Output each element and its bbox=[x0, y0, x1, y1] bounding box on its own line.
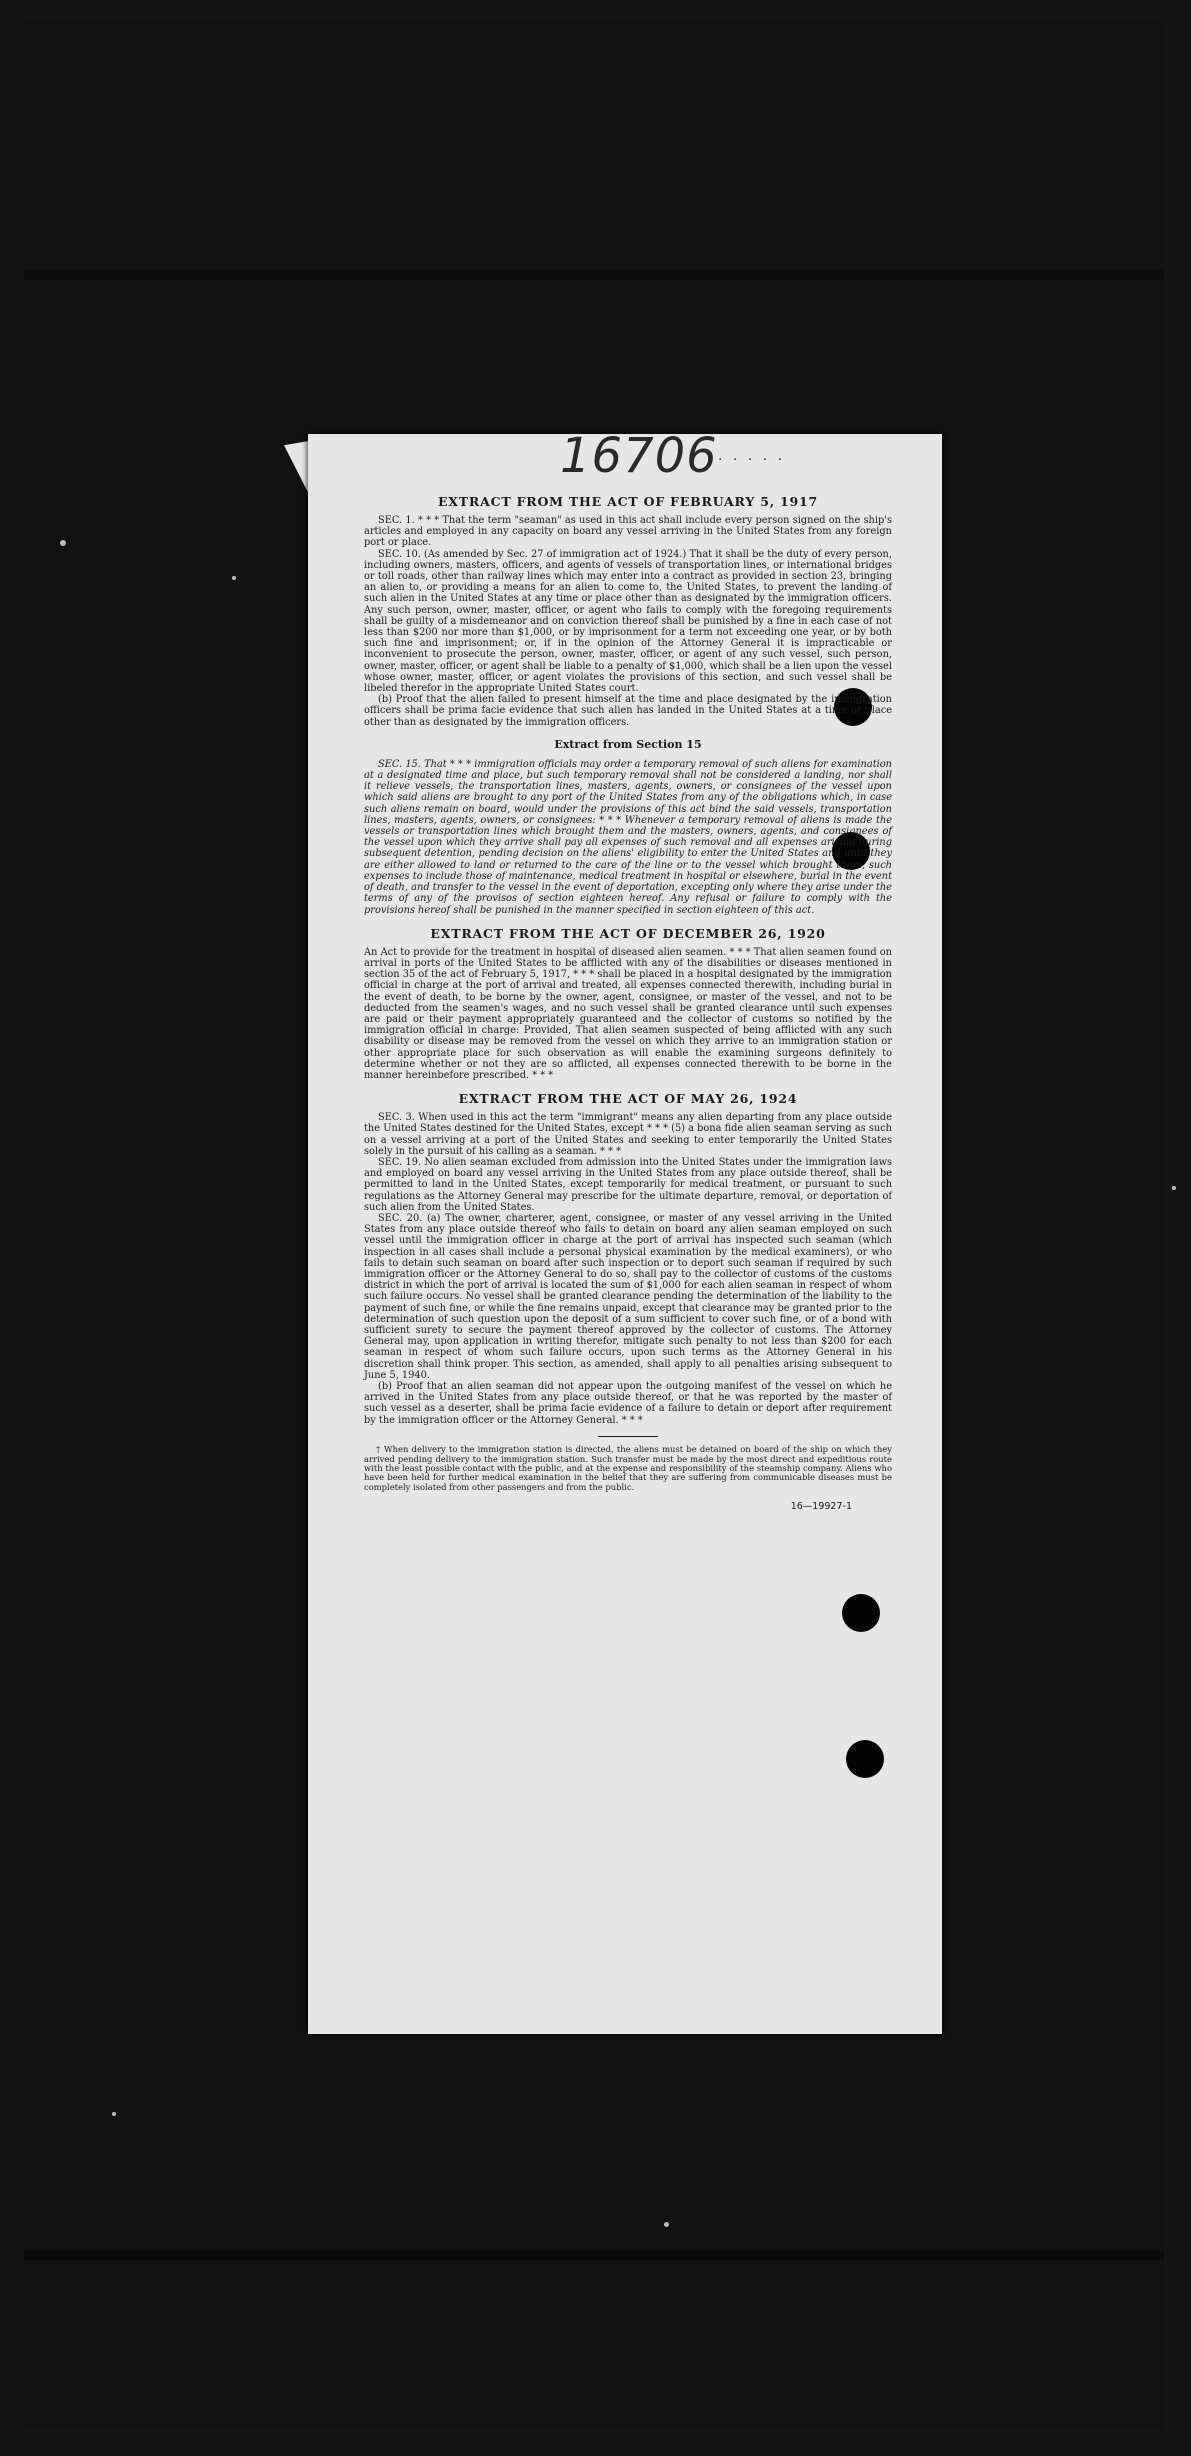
heading-act-1917: EXTRACT FROM THE ACT OF FEBRUARY 5, 1917 bbox=[437, 494, 818, 509]
heading-section-15: Extract from Section 15 bbox=[554, 737, 702, 751]
footnote-rule bbox=[598, 1436, 658, 1437]
dust-speck bbox=[60, 540, 66, 546]
dust-speck bbox=[112, 2112, 116, 2116]
film-band bbox=[24, 2250, 1164, 2260]
act-1920-text: An Act to provide for the treatment in hospital of diseased alien seamen. * * * That alien seamen found on arrival in ports of the United States to be afflicted with any of the disabilities or diseases mentioned in section 35 of the act of February 5, 1917, * * * shall be placed in a hospital designated by the immigration official in charge at the port of arrival and treated, all expenses connected therewith, including burial in the event of death, to be borne by the owner, agent, consignee, or master of the vessel, and not to be deducted from the seamen's wages, and no such vessel shall be granted clearance until such expenses are paid or their payment appropriately guaranteed and the collector of customs so notified by the immigration official in charge: Provided, That alien seamen suspected of being afflicted with any such disability or disease may be removed from the vessel on which they arrive to an immigration station or other appropriate place for such observation as will enable the examining surgeons definitely to determine whether or not they are so afflicted, all expenses connected therewith to be borne in the manner hereinbefore prescribed. * * * bbox=[364, 946, 892, 1081]
heading-act-1924: EXTRACT FROM THE ACT OF MAY 26, 1924 bbox=[458, 1091, 798, 1107]
section-20b: (b) Proof that an alien seaman did not appear upon the outgoing manifest of the vessel on which he arrived in the United States from any place outside thereof, or that he was reported by the master of such vessel as a deserter, shall be prima facie evidence of a failure to detain or deport after requirement by the immigration officer or the Attorney General. * * * bbox=[364, 1381, 892, 1426]
film-band bbox=[24, 270, 1164, 280]
print-code: 16—19927-1 bbox=[790, 1500, 852, 1512]
section-19: SEC. 19. No alien seaman excluded from admission into the United States under the immigration laws and employed on board any vessel arriving in the United States from any place outside thereof, shall be permitted to land in the United States, except temporarily for medical treatment, or pursuant to such regulations as the Attorney General may prescribe for the ultimate departure, removal, or deportation of such alien from the United States. bbox=[364, 1156, 892, 1213]
handwritten-number: 16706 bbox=[560, 434, 718, 484]
dust-speck bbox=[1172, 1186, 1176, 1190]
section-10b: (b) Proof that the alien failed to present himself at the time and place designated by the immigration officers shall be prima facie evidence that such alien has landed in the United States at a time or place other than as designated by the immigration officers. bbox=[364, 694, 892, 728]
footnote: † When delivery to the immigration station is directed, the aliens must be detained on board of the ship on which they arrived pending delivery to the immigration station. Such transfer must be made by the most direct and expeditious route with the least possible contact with the public, and at the expense and responsibility of the steamship company. Aliens who have been held for further medical examination in the belief that they are suffering from communicable diseases must be completely isolated from other passengers and from the public. bbox=[364, 1444, 892, 1492]
document-body bbox=[364, 494, 892, 1512]
dust-speck bbox=[232, 576, 236, 580]
heading-act-1920: EXTRACT FROM THE ACT OF DECEMBER 26, 1920 bbox=[430, 925, 826, 941]
document-page bbox=[308, 434, 942, 2034]
section-20a: SEC. 20. (a) The owner, charterer, agent, consignee, or master of any vessel arriving in the United States from any place outside thereof who fails to detain on board any alien seaman employed on such vessel until the immigration officer in charge at the port of arrival has inspected such seaman (which inspection in all cases shall include a personal physical examination by the medical examiners), or who fails to detain such seaman on board after such inspection or to deport such seaman if required by such immigration officer or the Attorney General to do so, shall pay to the collector of customs of the customs district in which the port of arrival is located the sum of $1,000 for each alien seaman in respect of whom such failure occurs. No vessel shall be granted clearance pending the determination of the liability to the payment of such fine, or while the fine remains unpaid, except that clearance may be granted prior to the determination of such question upon the deposit of a sum sufficient to cover such fine, or of a bond with sufficient surety to secure the payment thereof approved by the collector of customs. The Attorney General may, upon application in writing therefor, mitigate such penalty to not less than $200 for each seaman in respect of whom such failure occurs, upon such terms as the Attorney General in his discretion shall think proper. This section, as amended, shall apply to all penalties arising subsequent to June 5, 1940. bbox=[364, 1212, 892, 1381]
section-3: SEC. 3. When used in this act the term "immigrant" means any alien departing from any place outside the United States destined for the United States, except * * * (5) a bona fide alien seaman serving as such on a vessel arriving at a port of the United States and seeking to enter temporarily the United States solely in the pursuit of his calling as a seaman. * * * bbox=[364, 1112, 892, 1157]
handwritten-dots: · · · · · bbox=[718, 452, 786, 468]
section-1: SEC. 1. * * * That the term "seaman" as used in this act shall include every person signed on the ship's articles and employed in any capacity on board any vessel arriving in the United States from any foreign port or place. bbox=[364, 515, 892, 549]
section-15: SEC. 15. That * * * immigration officials may order a temporary removal of such aliens for examination at a designated time and place, but such temporary removal shall not be considered a landing, nor shall it relieve vessels, the transportation lines, masters, agents, owners, or consignees of the vessel upon which said aliens are brought to any port of the United States from any of the obligations which, in case such aliens remain on board, would under the provisions of this act bind the said vessels, transportation lines, masters, agents, owners, or consignees: * * * Whenever a temporary removal of aliens is made the vessels or transportation lines which brought them and the masters, owners, agents, and consignees of the vessel upon which they arrive shall pay all expenses of such removal and all expenses arising during subsequent detention, pending decision on the aliens' eligibility to enter the United States and until they are either allowed to land or returned to the care of the line or to the vessel which brought them, such expenses to include those of maintenance, medical treatment in hospital or elsewhere, burial in the event of death, and transfer to the vessel in the event of deportation, excepting only where they arise under the terms of any of the provisos of section eighteen hereof. Any refusal or failure to comply with the provisions hereof shall be punished in the manner specified in section eighteen of this act. bbox=[364, 758, 892, 916]
dust-speck bbox=[664, 2222, 669, 2227]
punch-hole bbox=[846, 1740, 884, 1778]
punch-hole bbox=[842, 1594, 880, 1632]
section-10: SEC. 10. (As amended by Sec. 27 of immigration act of 1924.) That it shall be the duty of every person, including owners, masters, officers, and agents of vessels of transportation lines, or international bridges or toll roads, other than railway lines which may enter into a contract as provided in section 23, bringing an alien to, or providing a means for an alien to come to, the United States, to prevent the landing of such alien in the United States at any time or place other than as designated by the immigration officers. Any such person, owner, master, officer, or agent who fails to comply with the foregoing requirements shall be guilty of a misdemeanor and on conviction thereof shall be punished by a fine in each case of not less than $200 nor more than $1,000, or by imprisonment for a term not exceeding one year, or by both such fine and imprisonment; or, if in the opinion of the Attorney General it is impracticable or inconvenient to prosecute the person, owner, master, officer, or agent of any such vessel, such person, owner, master, officer, or agent shall be liable to a penalty of $1,000, which shall be a lien upon the vessel whose owner, master, officer, or agent violates the provisions of this section, and such vessel shall be libeled therefor in the appropriate United States court. bbox=[364, 548, 892, 695]
